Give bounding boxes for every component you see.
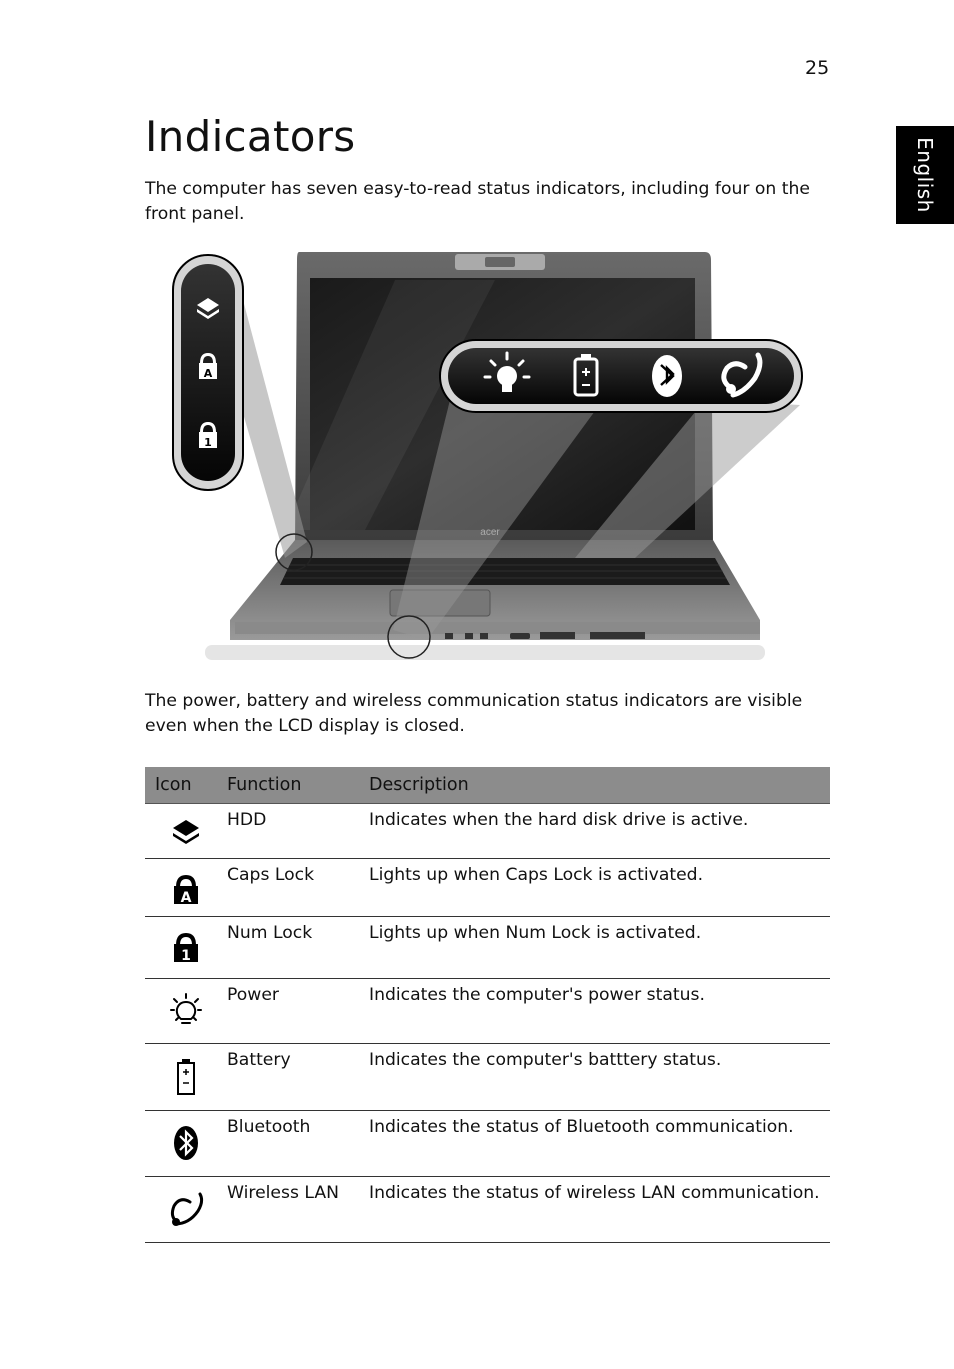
- intro-paragraph: The computer has seven easy-to-read status indicators, including four on the front panel.: [145, 179, 810, 224]
- function-label: Wireless LAN: [227, 1177, 369, 1243]
- description-text: Lights up when Caps Lock is activated.: [369, 859, 830, 917]
- table-row: [145, 1044, 830, 1111]
- description-text: Indicates the status of Bluetooth communication.: [369, 1111, 830, 1177]
- svg-text:A: A: [180, 890, 192, 905]
- description-text: Lights up when Num Lock is activated.: [369, 917, 830, 979]
- language-tab-label: English: [913, 137, 937, 213]
- description-text: Indicates the status of wireless LAN communication.: [369, 1177, 830, 1243]
- function-label: Caps Lock: [227, 859, 369, 917]
- function-label: Num Lock: [227, 917, 369, 979]
- svg-text:1: 1: [181, 948, 191, 963]
- header-icon: Icon: [145, 767, 227, 804]
- header-description: Description: [369, 767, 830, 804]
- battery-icon: [175, 1058, 197, 1096]
- page-number: 25: [805, 57, 830, 79]
- table-row: [145, 859, 830, 917]
- table-row: [145, 979, 830, 1044]
- table-row: [145, 804, 830, 859]
- table-row: [145, 917, 830, 979]
- description-text: Indicates the computer's batttery status.: [369, 1044, 830, 1111]
- hdd-icon: [171, 818, 201, 846]
- function-label: Battery: [227, 1044, 369, 1111]
- function-label: HDD: [227, 804, 369, 859]
- table-row: [145, 1111, 830, 1177]
- laptop-illustration: [165, 240, 810, 670]
- power-icon: [170, 993, 202, 1029]
- table-row: [145, 1177, 830, 1243]
- svg-text:A: A: [203, 367, 213, 380]
- function-label: Bluetooth: [227, 1111, 369, 1177]
- language-tab: [896, 126, 954, 224]
- wireless-lan-icon: [167, 1191, 205, 1229]
- description-text: Indicates the computer's power status.: [369, 979, 830, 1044]
- table-header-row: [145, 767, 830, 804]
- bluetooth-icon: [173, 1125, 199, 1161]
- num-lock-icon: [172, 931, 200, 963]
- header-function: Function: [227, 767, 369, 804]
- function-label: Power: [227, 979, 369, 1044]
- description-text: Indicates when the hard disk drive is active.: [369, 804, 830, 859]
- page-title: Indicators: [145, 112, 356, 161]
- brand-logo: acer: [480, 527, 500, 538]
- caps-lock-icon: [172, 873, 200, 905]
- svg-text:1: 1: [204, 436, 212, 449]
- indicator-table: [145, 767, 830, 1243]
- note-paragraph: The power, battery and wireless communication status indicators are visible even when the LCD display is closed.: [145, 691, 803, 736]
